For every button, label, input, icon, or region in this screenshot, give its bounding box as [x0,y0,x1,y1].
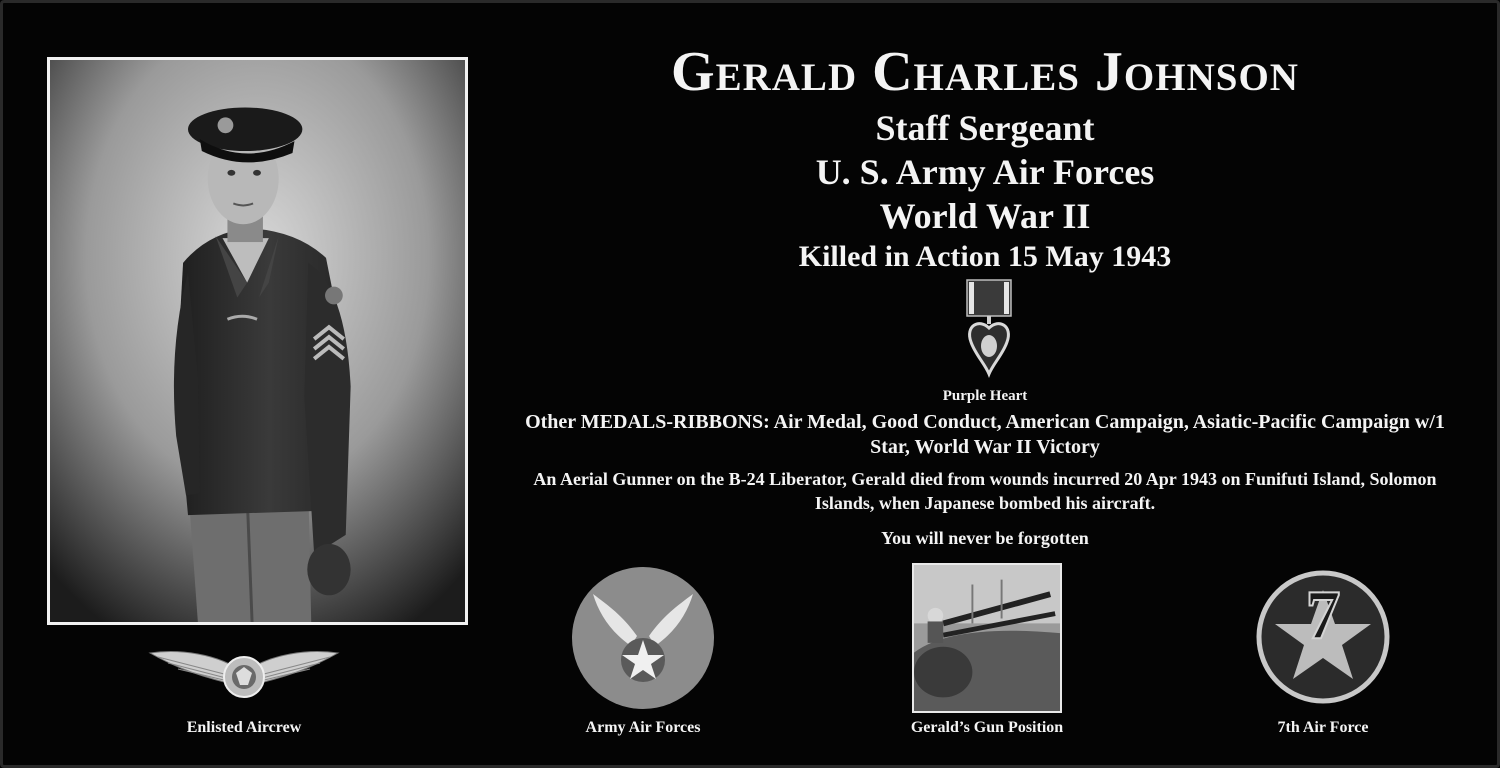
war: World War II [879,196,1091,236]
purple-heart-medal-icon [961,278,1017,382]
rank: Staff Sergeant [875,108,1095,148]
purple-heart-label: Purple Heart [942,388,1028,404]
enlisted-aircrew-wings-icon [148,643,340,703]
enlisted-aircrew-label: Enlisted Aircrew [186,719,302,736]
seventh-air-force-emblem-icon [1256,568,1390,706]
epitaph: You will never be forgotten [881,528,1089,548]
seventh-air-force-label: 7th Air Force [1277,719,1369,736]
killed-in-action-date: Killed in Action 15 May 1943 [798,240,1172,273]
gun-position-photo [912,563,1062,713]
veteran-name: Gerald Charles Johnson [671,41,1299,103]
army-air-forces-emblem-icon [571,566,715,710]
portrait-photo [47,57,468,625]
service-branch: U. S. Army Air Forces [815,152,1155,192]
seventh-numeral: 7 [1305,577,1341,654]
gun-position-label: Gerald’s Gun Position [910,719,1064,736]
other-medals-ribbons: Other MEDALS-RIBBONS: Air Medal, Good Conduct, American Campaign, Asiatic-Pacific Campaign w/1 Star, World War II Victory [525,411,1445,458]
biography: An Aerial Gunner on the B-24 Liberator, Gerald died from wounds incurred 20 Apr 1943 on Funifuti Island, Solomon Islands, when Japanese bombed his aircraft. [533,469,1437,513]
army-air-forces-label: Army Air Forces [585,719,701,736]
